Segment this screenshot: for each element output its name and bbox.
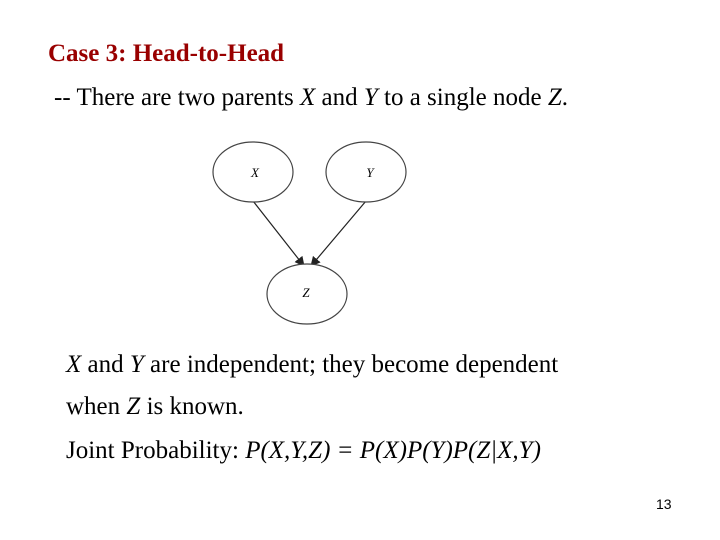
- intro-end: .: [561, 84, 569, 111]
- edge-x-to-z: [253, 201, 304, 266]
- statement-var-x: X: [66, 351, 82, 378]
- edge-y-to-z: [311, 201, 366, 266]
- intro-var-z: Z: [547, 84, 562, 111]
- intro-var-y: Y: [363, 84, 378, 111]
- statement-line2-suffix: is known.: [140, 393, 244, 420]
- statement-rest: are independent; they become dependent: [143, 351, 559, 378]
- intro-prefix: -- There are two parents: [54, 84, 300, 111]
- statement-and: and: [81, 351, 130, 378]
- node-x-label: X: [251, 165, 259, 180]
- page-number: 13: [656, 496, 672, 512]
- independence-statement-line2: [66, 393, 244, 421]
- joint-label: Joint Probability:: [66, 437, 246, 464]
- statement-var-y: Y: [129, 351, 144, 378]
- intro-mid: and: [315, 84, 364, 111]
- joint-formula: P(X,Y,Z) = P(X)P(Y)P(Z|X,Y): [245, 437, 541, 464]
- independence-statement-line1: [66, 351, 558, 379]
- node-y-label: Y: [366, 165, 374, 180]
- intro-var-x: X: [299, 84, 316, 111]
- joint-probability-line: [66, 437, 541, 465]
- slide-title: Case 3: Head-to-Head: [48, 40, 285, 67]
- intro-suffix: to a single node: [377, 84, 548, 111]
- statement-line2-prefix: when: [66, 393, 127, 420]
- node-z-label: Z: [302, 285, 310, 300]
- statement-var-z: Z: [126, 393, 141, 420]
